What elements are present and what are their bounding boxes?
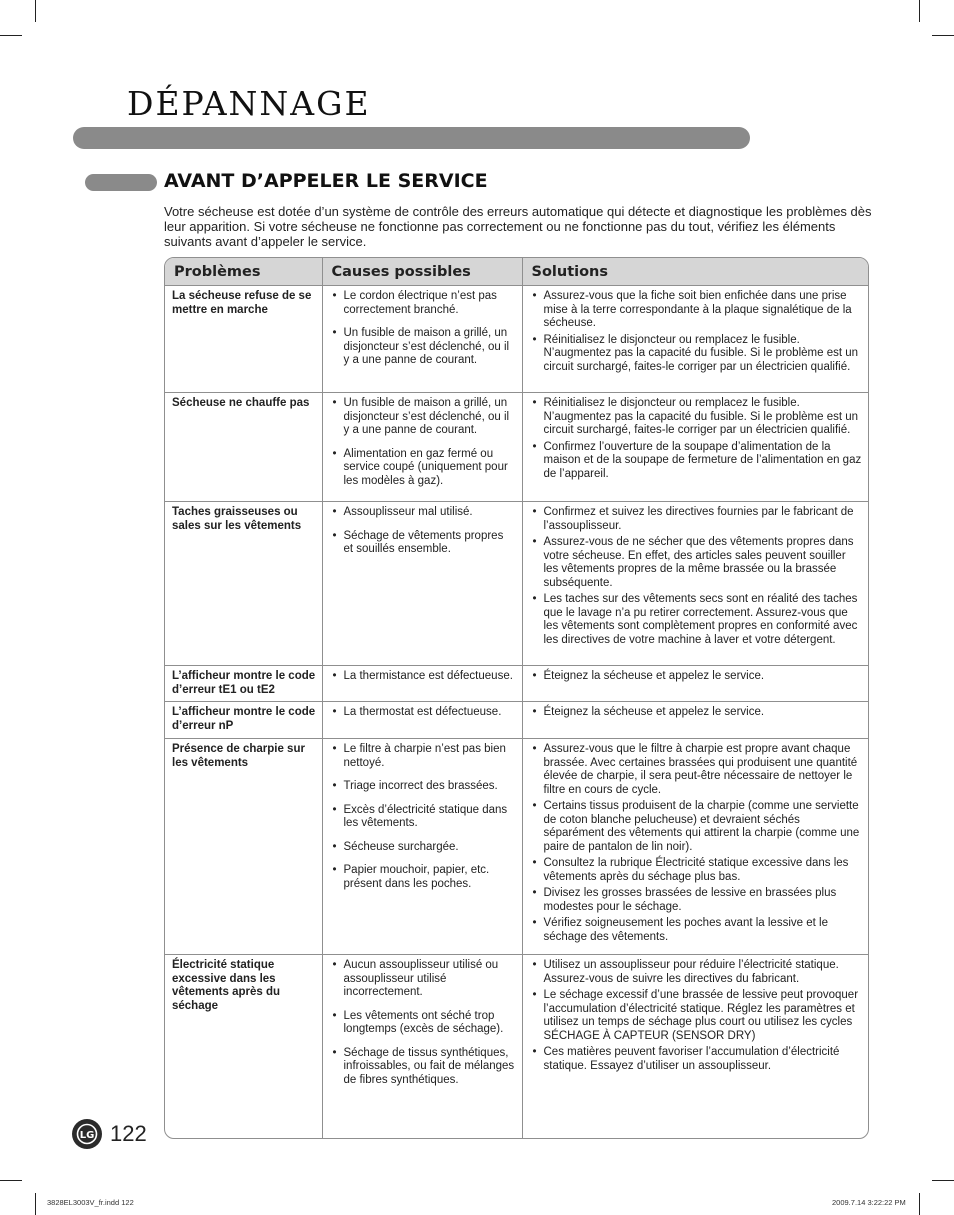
page-title: DÉPANNAGE (127, 84, 371, 123)
solution-item: • Assurez-vous que le filtre à charpie est propre avant chaque brassée. Avec certaines brassées qui produisent une quantité élevée de charpie, il sera peut-être nécessaire de nettoyer le filtre en cours de cycle. (530, 743, 863, 797)
intro-paragraph: Votre sécheuse est dotée d’un système de contrôle des erreurs automatique qui détecte et diagnostique les problèmes dès leur apparition. Si votre sécheuse ne fonctionne pas correctement ou ne fonctionne pas du tout, vérifiez les éléments suivants avant d’appeler le service. (164, 204, 872, 249)
cause-item: • La thermistance est défectueuse. (330, 670, 516, 684)
crop-mark (919, 1193, 920, 1215)
cause-item: • Excès d’électricité statique dans les vêtements. (330, 804, 516, 831)
solution-item: • Assurez-vous de ne sécher que des vêtements propres dans votre sécheuse. En effet, des articles sales peuvent souiller les vêtements propres de la même brassée ou la brassée subséquente. (530, 536, 863, 590)
header-problems: Problèmes (165, 258, 322, 286)
causes-list (330, 290, 516, 368)
cause-item: • Alimentation en gaz fermé ou service coupé (uniquement pour les modèles à gaz). (330, 448, 516, 489)
table-row (165, 666, 868, 702)
section-marker (85, 174, 157, 191)
solutions-list (530, 706, 863, 720)
solution-item: • Réinitialisez le disjoncteur ou remplacez le fusible. N’augmentez pas la capacité du fusible. Si le problème est un circuit surchargé, faites-le corriger par un électricien qualifié. (530, 397, 863, 438)
crop-mark (35, 1193, 36, 1215)
table-row (165, 502, 868, 666)
solution-item: • Divisez les grosses brassées de lessive en brassées plus modestes pour le séchage. (530, 887, 863, 914)
solutions-cell (522, 955, 868, 1138)
solutions-list (530, 506, 863, 647)
solution-item: • Assurez-vous que la fiche soit bien enfichée dans une prise mise à la terre correspondante à la plaque signalétique de la sécheuse. (530, 290, 863, 331)
problem-cell: Taches graisseuses ou sales sur les vêtements (165, 502, 322, 666)
cause-item: • La thermostat est défectueuse. (330, 706, 516, 720)
solutions-cell (522, 666, 868, 702)
solution-item: • Éteignez la sécheuse et appelez le service. (530, 706, 863, 720)
cause-item: • Les vêtements ont séché trop longtemps (excès de séchage). (330, 1010, 516, 1037)
solutions-list (530, 397, 863, 481)
section-title: AVANT D’APPELER LE SERVICE (164, 170, 488, 192)
page-number: 122 (110, 1121, 147, 1146)
solution-item: • Consultez la rubrique Électricité statique excessive dans les vêtements après du séchage plus bas. (530, 857, 863, 884)
table-row (165, 286, 868, 393)
cause-item: • Papier mouchoir, papier, etc. présent dans les poches. (330, 864, 516, 891)
solution-item: • Les taches sur des vêtements secs sont en réalité des taches que le lavage n’a pu retirer correctement. Assurez-vous que les vêtements sont complètement propres en conformité avec les directives de votre machine à laver et votre détergent. (530, 593, 863, 647)
title-divider-bar (73, 127, 750, 149)
cause-item: • Le filtre à charpie n’est pas bien nettoyé. (330, 743, 516, 770)
causes-list (330, 506, 516, 557)
solution-item: • Utilisez un assouplisseur pour réduire l’électricité statique. Assurez-vous de suivre les directives du fabricant. (530, 959, 863, 986)
header-causes: Causes possibles (322, 258, 522, 286)
solutions-cell (522, 702, 868, 739)
table-row (165, 955, 868, 1138)
solutions-list (530, 290, 863, 374)
print-timestamp: 2009.7.14 3:22:22 PM (832, 1198, 906, 1207)
lg-logo (72, 1119, 102, 1149)
causes-cell (322, 702, 522, 739)
crop-mark (932, 1180, 954, 1181)
causes-list (330, 397, 516, 488)
problem-cell: L’afficheur montre le code d’erreur tE1 ou tE2 (165, 666, 322, 702)
cause-item: • Un fusible de maison a grillé, un disjoncteur s’est déclenché, ou il y a une panne de courant. (330, 327, 516, 368)
cause-item: • Aucun assouplisseur utilisé ou assouplisseur utilisé incorrectement. (330, 959, 516, 1000)
solution-item: • Le séchage excessif d’une brassée de lessive peut provoquer l’accumulation d’électricité statique. Réglez les paramètres et utilisez un temps de séchage plus court ou utilisez les cycles SÉCHAGE À CAPTEUR (SENSOR DRY) (530, 989, 863, 1043)
causes-list (330, 670, 516, 684)
crop-mark (0, 35, 22, 36)
causes-cell (322, 502, 522, 666)
cause-item: • Assouplisseur mal utilisé. (330, 506, 516, 520)
solution-item: • Confirmez et suivez les directives fournies par le fabricant de l’assouplisseur. (530, 506, 863, 533)
table-row (165, 702, 868, 739)
causes-list (330, 959, 516, 1087)
table-row (165, 739, 868, 955)
problem-cell: Sécheuse ne chauffe pas (165, 393, 322, 502)
solutions-list (530, 743, 863, 944)
solutions-list (530, 670, 863, 684)
crop-mark (35, 0, 36, 22)
cause-item: • Séchage de tissus synthétiques, infroissables, ou fait de mélanges de fibres synthétiques. (330, 1047, 516, 1088)
problem-cell: L’afficheur montre le code d’erreur nP (165, 702, 322, 739)
lg-logo-text: LG (79, 1130, 95, 1141)
problem-cell: Présence de charpie sur les vêtements (165, 739, 322, 955)
troubleshooting-table (164, 257, 869, 1139)
solution-item: • Éteignez la sécheuse et appelez le service. (530, 670, 863, 684)
crop-mark (0, 1180, 22, 1181)
cause-item: • Sécheuse surchargée. (330, 841, 516, 855)
causes-list (330, 706, 516, 720)
crop-mark (919, 0, 920, 22)
cause-item: • Un fusible de maison a grillé, un disjoncteur s’est déclenché, ou il y a une panne de courant. (330, 397, 516, 438)
solutions-cell (522, 739, 868, 955)
crop-mark (932, 35, 954, 36)
cause-item: • Triage incorrect des brassées. (330, 780, 516, 794)
cause-item: • Séchage de vêtements propres et souillés ensemble. (330, 530, 516, 557)
causes-cell (322, 739, 522, 955)
solutions-cell (522, 502, 868, 666)
solutions-cell (522, 286, 868, 393)
file-info: 3828EL3003V_fr.indd 122 (47, 1198, 134, 1207)
causes-cell (322, 955, 522, 1138)
solution-item: • Certains tissus produisent de la charpie (comme une serviette de coton blanche pelucheuse) et devraient séchés séparément des vêtements qui attirent la charpie (comme une paire de pantalon de lin noir). (530, 800, 863, 854)
table-header-row (165, 258, 868, 286)
problem-cell: La sécheuse refuse de se mettre en marche (165, 286, 322, 393)
causes-list (330, 743, 516, 891)
causes-cell (322, 666, 522, 702)
solution-item: • Réinitialisez le disjoncteur ou remplacez le fusible. N’augmentez pas la capacité du fusible. Si le problème est un circuit surchargé, faites-le corriger par un électricien qualifié. (530, 334, 863, 375)
cause-item: • Le cordon électrique n’est pas correctement branché. (330, 290, 516, 317)
solution-item: • Confirmez l’ouverture de la soupape d’alimentation de la maison et de la soupape de fermeture de l’alimentation en gaz de l’appareil. (530, 441, 863, 482)
causes-cell (322, 286, 522, 393)
solution-item: • Ces matières peuvent favoriser l’accumulation d’électricité statique. Essayez d’utiliser un assouplisseur. (530, 1046, 863, 1073)
solutions-list (530, 959, 863, 1073)
solution-item: • Vérifiez soigneusement les poches avant la lessive et le séchage des vêtements. (530, 917, 863, 944)
causes-cell (322, 393, 522, 502)
header-solutions: Solutions (522, 258, 868, 286)
solutions-cell (522, 393, 868, 502)
problem-cell: Électricité statique excessive dans les vêtements après du séchage (165, 955, 322, 1138)
table-row (165, 393, 868, 502)
